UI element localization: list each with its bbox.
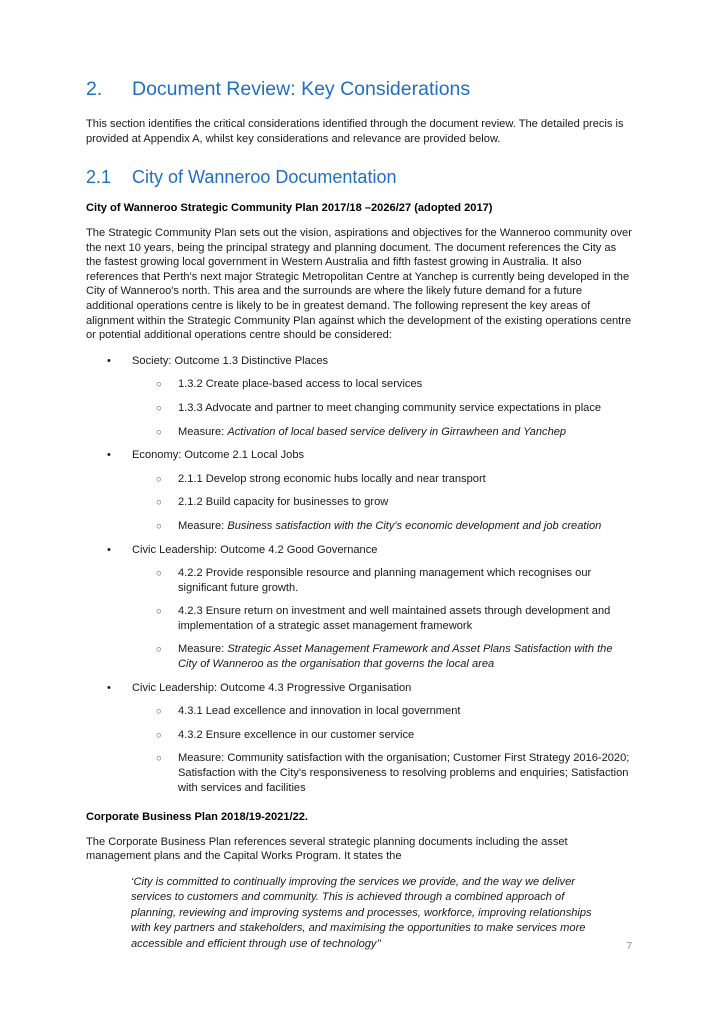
circle-bullet-icon: ○ <box>156 520 162 532</box>
outcome-sub-text: 4.2.3 Ensure return on investment and well maintained assets through development and implementation of a strategic asset management framework <box>178 605 611 632</box>
circle-bullet-icon: ○ <box>156 473 162 485</box>
outcome-sub-item <box>132 566 632 595</box>
corporate-plan-paragraph: The Corporate Business Plan references several strategic planning documents including the asset management plans and the Capital Works Program. It states the <box>86 835 568 863</box>
page-content <box>86 78 632 952</box>
strategic-plan-paragraph: The Strategic Community Plan sets out the vision, aspirations and objectives for the Wanneroo community over the next 10 years, being the principal strategy and planning document. The document references the City as the fastest growing local government in Western Australia and fifth fastest growing in Australia. It also references that Perth's next major Strategic Metropolitan Centre at Yanchep is currently being developed in the City of Wanneroo's north. This area and the surrounds are where the likely future demand for a future additional operations centre is likely to be in greatest demand. The following represent the key areas of alignment within the Strategic Community Plan against which the development of the existing operations centre or potential additional operations centre should be considered: <box>86 227 632 342</box>
subsection-number: 2.1 <box>86 167 112 188</box>
subsection-title: City of Wanneroo Documentation <box>132 167 397 188</box>
outcome-item <box>86 681 632 796</box>
outcome-sub-item <box>132 519 632 534</box>
outcome-sub-item <box>132 642 632 671</box>
outcome-sub-text: Strategic Asset Management Framework and Asset Plans Satisfaction with the City of Wanneroo as the organisation that governs the local area <box>178 643 613 671</box>
outcome-sub-text: 1.3.3 Advocate and partner to meet changing community service expectations in place <box>178 401 602 414</box>
circle-bullet-icon: ○ <box>156 426 162 438</box>
outcome-sub-list <box>132 377 632 439</box>
page-number: 7 <box>626 941 632 952</box>
outcome-label: Civic Leadership: Outcome 4.3 Progressive Organisation <box>132 681 412 694</box>
outcome-label: Civic Leadership: Outcome 4.2 Good Governance <box>132 543 378 556</box>
circle-bullet-icon: ○ <box>156 497 162 509</box>
circle-bullet-icon: ○ <box>156 606 162 618</box>
strategic-plan-heading: City of Wanneroo Strategic Community Plan 2017/18 –2026/27 (adopted 2017) <box>86 202 493 215</box>
outcome-sub-text: Activation of local based service delivery in Girrawheen and Yanchep <box>227 425 567 438</box>
bullet-icon: • <box>107 681 111 694</box>
bullet-icon: • <box>107 354 111 367</box>
outcome-sub-text: 4.3.1 Lead excellence and innovation in local government <box>178 705 461 718</box>
circle-bullet-icon: ○ <box>156 402 162 414</box>
measure-prefix: Measure: <box>178 752 228 765</box>
section-intro-paragraph: This section identifies the critical considerations identified through the document review. The detailed precis is provided at Appendix A, whilst key considerations and relevance are provided below. <box>86 118 624 145</box>
outcome-sub-item <box>132 604 632 633</box>
circle-bullet-icon: ○ <box>156 379 162 391</box>
bullet-icon: • <box>107 449 111 462</box>
outcome-sub-text: 2.1.2 Build capacity for businesses to grow <box>178 496 389 509</box>
outcome-item <box>86 543 632 672</box>
circle-bullet-icon: ○ <box>156 729 162 741</box>
section-title: Document Review: Key Considerations <box>132 78 471 100</box>
outcome-sub-text: 2.1.1 Develop strong economic hubs locally and near transport <box>178 472 486 485</box>
outcome-sub-item <box>132 728 632 743</box>
circle-bullet-icon: ○ <box>156 753 162 765</box>
outcome-sub-item <box>132 495 632 510</box>
subsection-heading <box>86 167 632 188</box>
section-number: 2. <box>86 78 103 100</box>
outcome-sub-item <box>132 751 632 795</box>
corporate-plan-heading: Corporate Business Plan 2018/19-2021/22. <box>86 811 308 824</box>
circle-bullet-icon: ○ <box>156 568 162 580</box>
outcome-sub-list <box>132 704 632 795</box>
outcome-sub-item <box>132 401 632 416</box>
outcome-label: Society: Outcome 1.3 Distinctive Places <box>132 354 329 367</box>
outcome-sub-item <box>132 472 632 487</box>
outcome-sub-list <box>132 472 632 534</box>
measure-prefix: Measure: <box>178 643 228 656</box>
corporate-plan-quote: ‘City is committed to continually improving the services we provide, and the way we deliver services to customers and community. This is achieved through a combined approach of planning, reviewing and improving systems and processes, workforce, improving relationships with key partners and stakeholders, and maximising the opportunities to make services more accessible and efficient through use of technology’’ <box>131 876 592 950</box>
outcome-sub-text: Business satisfaction with the City's economic development and job creation <box>227 519 602 532</box>
circle-bullet-icon: ○ <box>156 706 162 718</box>
circle-bullet-icon: ○ <box>156 644 162 656</box>
bullet-icon: • <box>107 543 111 556</box>
outcome-item <box>86 448 632 533</box>
outcome-sub-item <box>132 704 632 719</box>
outcome-item <box>86 354 632 439</box>
outcome-sub-text: 4.2.2 Provide responsible resource and planning management which recognises our significant future growth. <box>178 567 592 594</box>
outcome-sub-list <box>132 566 632 672</box>
outcomes-list <box>86 354 632 795</box>
outcome-sub-text: Community satisfaction with the organisation; Customer First Strategy 2016-2020; Satisfaction with the City's responsiveness to resolving problems and enquiries; Satisfaction with services and facilities <box>178 752 630 794</box>
measure-prefix: Measure: <box>178 425 228 438</box>
measure-prefix: Measure: <box>178 519 228 532</box>
outcome-sub-text: 1.3.2 Create place-based access to local services <box>178 378 423 391</box>
outcome-sub-text: 4.3.2 Ensure excellence in our customer service <box>178 728 415 741</box>
outcome-label: Economy: Outcome 2.1 Local Jobs <box>132 449 305 462</box>
section-heading <box>86 78 632 101</box>
outcome-sub-item <box>132 377 632 392</box>
outcome-sub-item <box>132 425 632 440</box>
